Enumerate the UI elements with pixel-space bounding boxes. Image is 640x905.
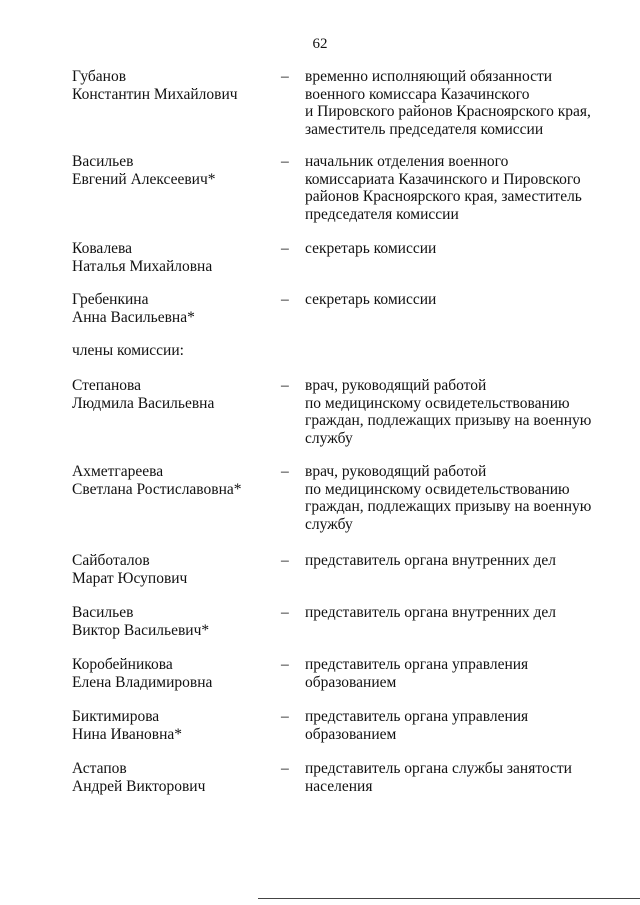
given-names: Нина Ивановна* (72, 725, 183, 743)
dash: – (281, 291, 289, 308)
role-line: по медицинскому освидетельствованию (305, 394, 570, 412)
role-line: врач, руководящий работой (305, 377, 487, 394)
role-line: представитель органа управления (305, 708, 529, 725)
surname: Васильев (72, 153, 134, 170)
dash: – (281, 377, 289, 394)
member-role (305, 377, 615, 447)
role-line: начальник отделения военного (305, 153, 509, 170)
given-names: Андрей Викторович (72, 777, 206, 795)
role-line: военного комиссара Казачинского (305, 85, 530, 103)
member-role (305, 656, 615, 691)
member-role (305, 463, 615, 533)
given-names: Евгений Алексеевич* (72, 170, 216, 188)
role-line: представитель органа внутренних дел (305, 552, 557, 569)
surname: Ахметгареева (72, 463, 164, 480)
given-names: Константин Михайлович (72, 85, 238, 103)
role-line: населения (305, 777, 373, 795)
member-name (72, 760, 272, 795)
role-line: представитель органа управления (305, 656, 529, 673)
surname: Гребенкина (72, 291, 149, 308)
role-line: временно исполняющий обязанности (305, 68, 553, 85)
given-names: Елена Владимировна (72, 673, 213, 691)
role-line: службу (305, 515, 353, 533)
surname: Коробейникова (72, 656, 173, 673)
surname: Губанов (72, 68, 127, 85)
dash: – (281, 552, 289, 569)
given-names: Людмила Васильевна (72, 394, 215, 412)
members-heading: члены комиссии: (72, 342, 184, 359)
member-name (72, 656, 272, 691)
dash: – (281, 153, 289, 170)
member-role (305, 708, 615, 743)
role-line: службу (305, 429, 353, 447)
role-line: комиссариата Казачинского и Пировского (305, 170, 581, 188)
dash: – (281, 463, 289, 480)
given-names: Светлана Ростиславовна* (72, 480, 242, 498)
role-line: по медицинскому освидетельствованию (305, 480, 570, 498)
role-line: врач, руководящий работой (305, 463, 487, 480)
member-name (72, 377, 272, 412)
member-name (72, 708, 272, 743)
member-role (305, 604, 615, 622)
member-name (72, 68, 272, 103)
role-line: районов Красноярского края, заместитель (305, 188, 582, 205)
surname: Астапов (72, 760, 127, 777)
surname: Сайботалов (72, 552, 150, 569)
member-role (305, 760, 615, 795)
role-line: граждан, подлежащих призыву на военную (305, 412, 592, 429)
surname: Ковалева (72, 240, 133, 257)
role-line: представитель органа службы занятости (305, 760, 572, 777)
given-names: Марат Юсупович (72, 569, 188, 587)
role-line: секретарь комиссии (305, 240, 437, 257)
given-names: Виктор Васильевич* (72, 621, 210, 639)
surname: Биктимирова (72, 708, 160, 725)
dash: – (281, 656, 289, 673)
surname: Степанова (72, 377, 142, 394)
dash: – (281, 68, 289, 85)
dash: – (281, 708, 289, 725)
member-name (72, 291, 272, 326)
member-name (72, 153, 272, 188)
page-number: 62 (312, 36, 328, 52)
dash: – (281, 760, 289, 777)
role-line: граждан, подлежащих призыву на военную (305, 498, 592, 515)
role-line: секретарь комиссии (305, 291, 437, 308)
member-name (72, 604, 272, 639)
given-names: Наталья Михайловна (72, 257, 213, 275)
member-name (72, 552, 272, 587)
role-line: образованием (305, 725, 397, 743)
given-names: Анна Васильевна* (72, 308, 195, 326)
member-name (72, 463, 272, 498)
surname: Васильев (72, 604, 134, 621)
member-role (305, 552, 615, 570)
role-line: заместитель председателя комиссии (305, 120, 544, 138)
dash: – (281, 604, 289, 621)
member-role (305, 291, 615, 309)
member-role (305, 240, 615, 258)
role-line: председателя комиссии (305, 205, 459, 223)
member-role (305, 68, 615, 138)
dash: – (281, 240, 289, 257)
role-line: и Пировского районов Красноярского края, (305, 103, 591, 120)
role-line: образованием (305, 673, 397, 691)
member-role (305, 153, 615, 223)
member-name (72, 240, 272, 275)
role-line: представитель органа внутренних дел (305, 604, 557, 621)
footer-divider (258, 898, 640, 899)
